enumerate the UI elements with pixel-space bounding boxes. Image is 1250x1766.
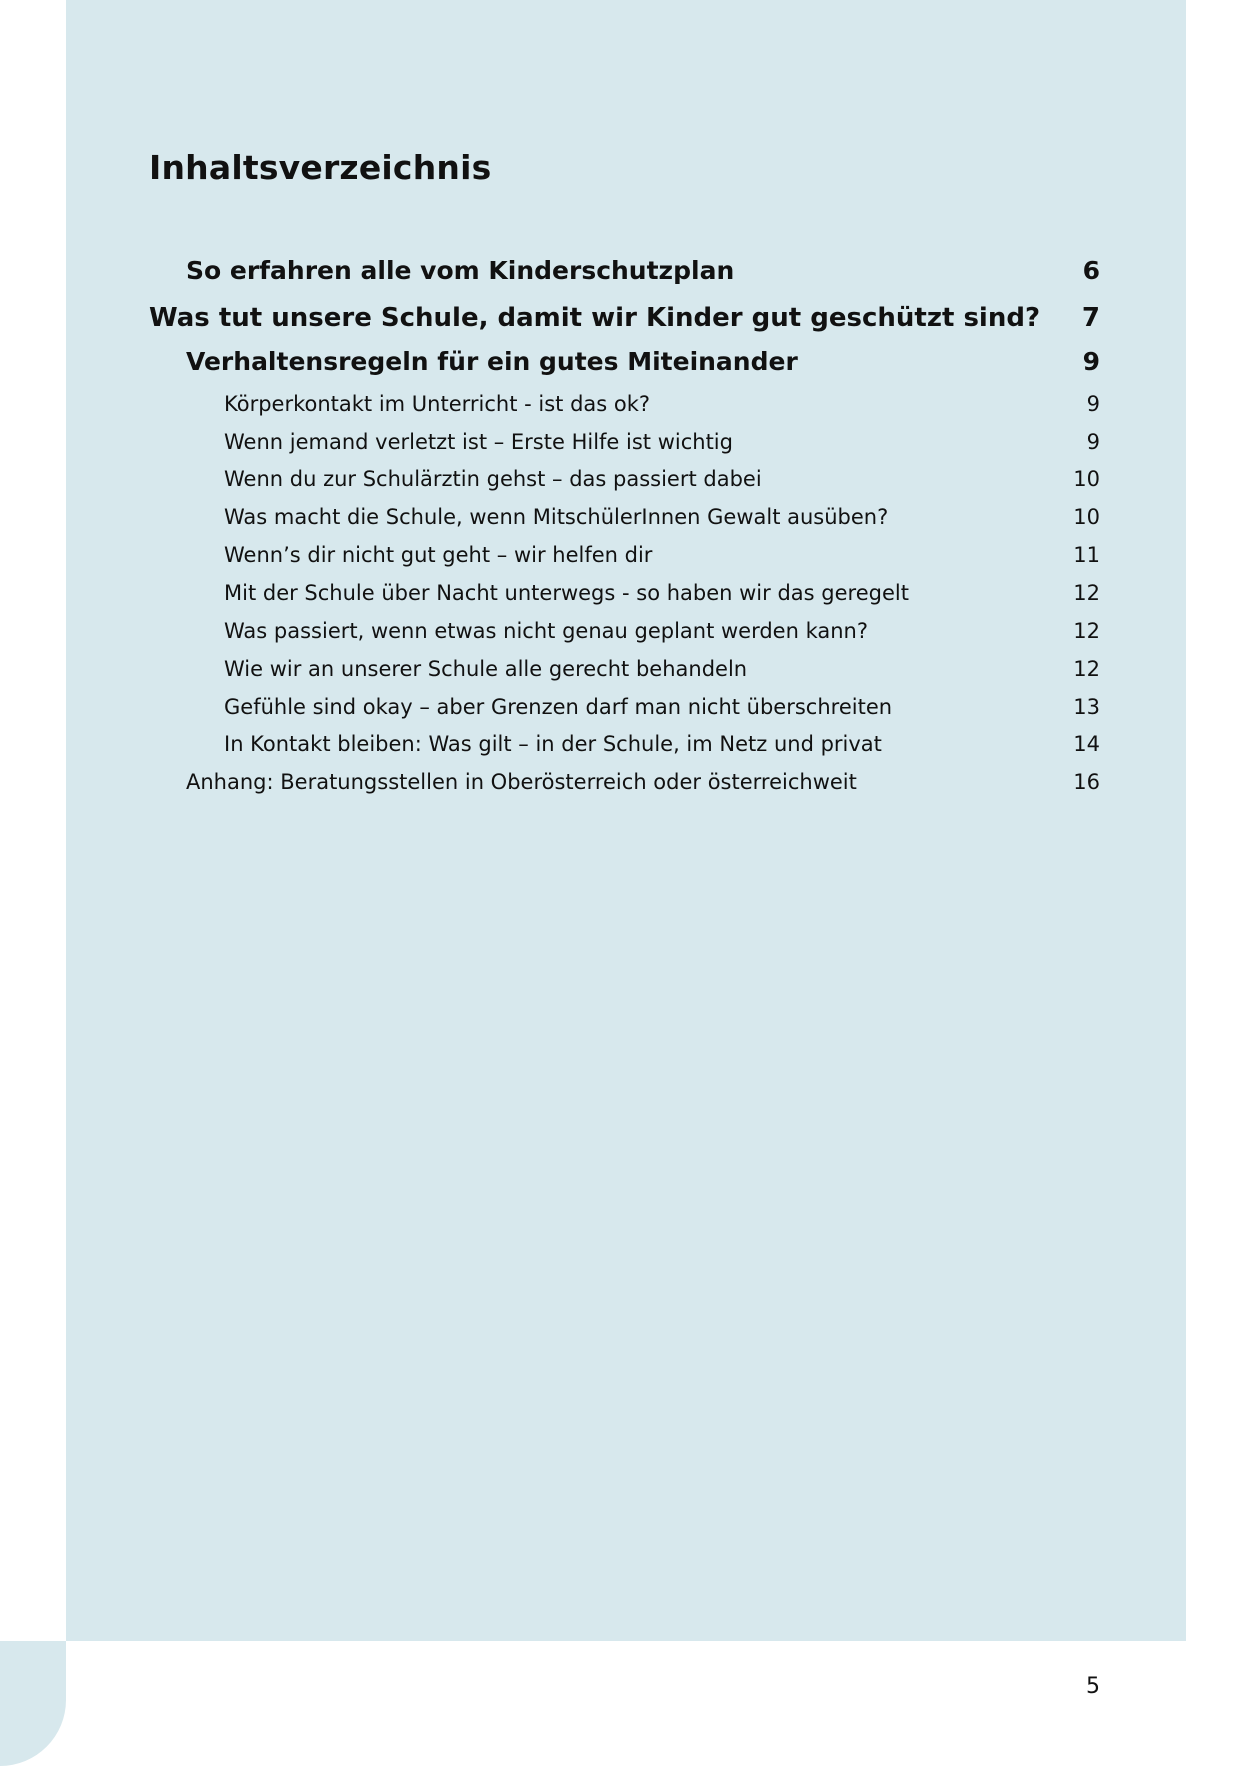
toc-entry-label: Verhaltensregeln für ein gutes Miteinander bbox=[186, 347, 798, 376]
toc-entry-label: Was tut unsere Schule, damit wir Kinder gut geschützt sind? bbox=[149, 303, 1041, 333]
toc-entry-page: 10 bbox=[1073, 505, 1100, 529]
toc-entry-label: Anhang: Beratungsstellen in Oberösterreich oder österreichweit bbox=[186, 770, 857, 794]
toc-entry[interactable] bbox=[0, 347, 1100, 376]
toc-entry-page: 9 bbox=[1082, 347, 1100, 376]
toc-entry-page: 6 bbox=[1082, 256, 1100, 285]
toc-entry-label: So erfahren alle vom Kinderschutzplan bbox=[186, 256, 735, 285]
toc-entry[interactable] bbox=[0, 581, 1100, 605]
toc-entry-label: Was passiert, wenn etwas nicht genau geplant werden kann? bbox=[224, 619, 869, 643]
toc-entry[interactable] bbox=[0, 543, 1100, 567]
toc-entry[interactable] bbox=[0, 770, 1100, 794]
toc-entry-label: In Kontakt bleiben: Was gilt – in der Schule, im Netz und privat bbox=[224, 732, 882, 756]
toc-entry-page: 13 bbox=[1073, 695, 1100, 719]
toc-entry[interactable] bbox=[0, 619, 1100, 643]
toc-entry[interactable] bbox=[0, 303, 1100, 333]
toc-entry[interactable] bbox=[0, 392, 1100, 416]
toc-entry[interactable] bbox=[0, 657, 1100, 681]
toc-entry[interactable] bbox=[0, 430, 1100, 454]
toc-entry-label: Was macht die Schule, wenn MitschülerInnen Gewalt ausüben? bbox=[224, 505, 889, 529]
toc-entry-page: 7 bbox=[1081, 303, 1100, 333]
toc-entry-page: 10 bbox=[1073, 467, 1100, 491]
toc-entry-page: 9 bbox=[1086, 430, 1100, 454]
toc-entry[interactable] bbox=[0, 256, 1100, 285]
toc-entry-label: Körperkontakt im Unterricht - ist das ok? bbox=[224, 392, 651, 416]
toc-entry-page: 14 bbox=[1073, 732, 1100, 756]
toc-entry[interactable] bbox=[0, 505, 1100, 529]
toc-title: Inhaltsverzeichnis bbox=[149, 148, 492, 187]
toc-entry-label: Gefühle sind okay – aber Grenzen darf man nicht überschreiten bbox=[224, 695, 893, 719]
toc-entry-page: 11 bbox=[1073, 543, 1100, 567]
toc-entry-page: 12 bbox=[1073, 581, 1100, 605]
toc-entry-page: 9 bbox=[1086, 392, 1100, 416]
toc-entry-label: Wenn jemand verletzt ist – Erste Hilfe ist wichtig bbox=[224, 430, 733, 454]
toc-entry-label: Wenn’s dir nicht gut geht – wir helfen dir bbox=[224, 543, 653, 567]
page-number: 5 bbox=[1086, 1674, 1100, 1699]
toc-entry-label: Wenn du zur Schulärztin gehst – das passiert dabei bbox=[224, 467, 762, 491]
toc-entry-page: 16 bbox=[1073, 770, 1100, 794]
corner-tab bbox=[0, 1641, 66, 1766]
toc-entry-label: Mit der Schule über Nacht unterwegs - so haben wir das geregelt bbox=[224, 581, 909, 605]
toc-entry[interactable] bbox=[0, 732, 1100, 756]
background-panel bbox=[66, 0, 1186, 1641]
toc-entry[interactable] bbox=[0, 467, 1100, 491]
toc-entry-page: 12 bbox=[1073, 619, 1100, 643]
toc-entry[interactable] bbox=[0, 695, 1100, 719]
toc-entry-label: Wie wir an unserer Schule alle gerecht behandeln bbox=[224, 657, 748, 681]
toc-entry-page: 12 bbox=[1073, 657, 1100, 681]
